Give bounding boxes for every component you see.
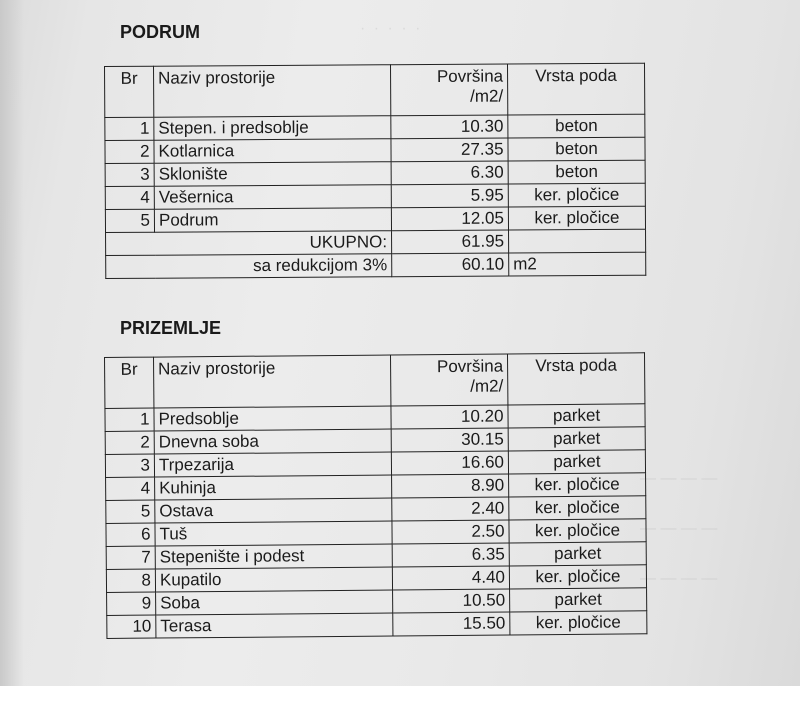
header-name: Naziv prostorije (154, 355, 391, 408)
reduced-label: sa redukcijom 3% (106, 254, 392, 279)
row-name: Predsoblje (154, 406, 391, 431)
header-br: Br (105, 66, 154, 117)
table-row (105, 206, 645, 232)
row-name: Stepen. i predsoblje (154, 116, 391, 140)
header-area (390, 354, 507, 406)
row-floor: ker. pločice (509, 473, 646, 497)
row-name: Sklonište (154, 162, 391, 186)
row-br: 5 (106, 500, 155, 523)
row-area: 6.30 (391, 161, 508, 185)
bleed-through-text: — — — — (640, 520, 718, 537)
section-title-podrum: PODRUM (120, 22, 200, 42)
total-row (106, 229, 646, 255)
table-row (105, 160, 645, 186)
row-area: 6.35 (392, 543, 509, 567)
row-br: 8 (106, 569, 155, 592)
row-br: 7 (106, 546, 155, 569)
table-row (107, 611, 647, 639)
row-name: Dnevna soba (154, 429, 391, 454)
row-br: 2 (105, 140, 154, 163)
row-floor: ker. pločice (510, 611, 647, 635)
table-header-row (105, 353, 645, 409)
row-floor: ker. pločice (509, 565, 646, 589)
table-row (105, 114, 645, 140)
header-area-line2: /m2/ (470, 86, 504, 106)
header-area-line1: Površina (436, 356, 504, 377)
row-area: 8.90 (392, 474, 509, 498)
section-title-prizemlje: PRIZEMLJE (120, 318, 222, 338)
row-area: 16.60 (391, 451, 508, 475)
row-area: 2.40 (392, 497, 509, 521)
row-floor: beton (508, 160, 645, 184)
table-header-row (105, 63, 645, 117)
row-name: Vešernica (154, 185, 391, 209)
row-name: Kupatilo (155, 567, 392, 592)
row-br: 4 (106, 477, 155, 500)
row-br: 2 (105, 431, 154, 454)
row-floor: ker. pločice (508, 206, 645, 230)
row-area: 5.95 (391, 184, 508, 208)
total-empty-cell (509, 229, 646, 253)
reduced-total-row (106, 252, 646, 278)
table-prizemlje (104, 352, 647, 639)
row-area: 15.50 (393, 612, 510, 636)
row-floor: ker. pločice (509, 519, 646, 543)
row-name: Stepenište i podest (155, 544, 392, 569)
bleed-through-text: · · · · · (360, 20, 423, 37)
row-area: 27.35 (391, 138, 508, 162)
row-br: 4 (105, 186, 154, 209)
table-podrum (104, 63, 646, 279)
row-area: 10.50 (393, 589, 510, 613)
reduced-unit: m2 (509, 252, 646, 276)
row-name: Terasa (156, 613, 393, 638)
row-area: 12.05 (391, 207, 508, 231)
row-floor: beton (508, 137, 645, 161)
row-name: Ostava (155, 498, 392, 523)
row-floor: parket (510, 588, 647, 612)
reduced-value: 60.10 (392, 253, 509, 277)
row-name: Podrum (154, 208, 391, 232)
row-area: 10.30 (391, 115, 508, 139)
row-area: 2.50 (392, 520, 509, 544)
header-area (390, 64, 507, 116)
header-floor: Vrsta poda (507, 63, 644, 115)
row-br: 9 (107, 592, 156, 615)
row-br: 10 (107, 615, 156, 638)
header-br: Br (105, 357, 154, 408)
bleed-through-text: — — — — (640, 570, 718, 587)
row-floor: beton (508, 114, 645, 138)
total-label: UKUPNO: (106, 231, 392, 256)
row-name: Kuhinja (155, 475, 392, 500)
row-br: 6 (106, 523, 155, 546)
header-area-line2: /m2/ (470, 376, 504, 396)
header-floor: Vrsta poda (507, 353, 644, 405)
row-area: 30.15 (391, 428, 508, 452)
row-floor: parket (508, 404, 645, 428)
row-name: Kotlarnica (154, 139, 391, 163)
row-br: 1 (105, 408, 154, 431)
row-br: 5 (105, 209, 154, 232)
table-row (105, 183, 645, 209)
row-floor: parket (508, 427, 645, 451)
row-name: Soba (156, 590, 393, 615)
row-br: 1 (105, 117, 154, 140)
table-row (105, 137, 645, 163)
row-name: Trpezarija (154, 452, 391, 477)
row-br: 3 (105, 163, 154, 186)
header-name: Naziv prostorije (154, 65, 391, 117)
row-floor: parket (509, 542, 646, 566)
bleed-through-text: — — — — (640, 470, 718, 487)
bottom-margin (0, 686, 800, 727)
row-name: Tuš (155, 521, 392, 546)
row-floor: ker. pločice (508, 183, 645, 207)
total-value: 61.95 (392, 230, 509, 254)
row-floor: parket (508, 450, 645, 474)
row-floor: ker. pločice (509, 496, 646, 520)
row-area: 4.40 (392, 566, 509, 590)
row-area: 10.20 (391, 405, 508, 429)
header-area-line1: Površina (436, 66, 504, 86)
row-br: 3 (105, 454, 154, 477)
